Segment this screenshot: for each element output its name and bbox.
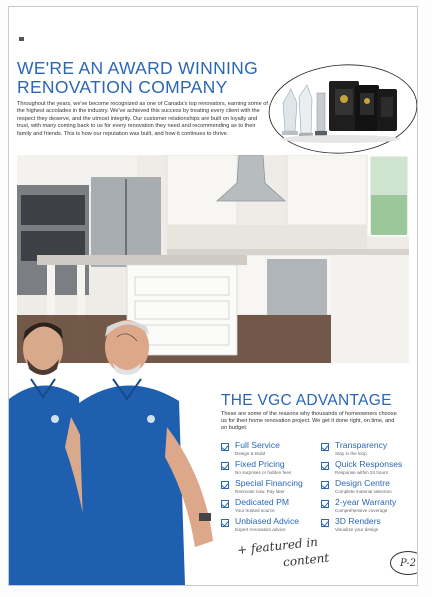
brochure-page — [8, 6, 418, 586]
feature-transparency — [321, 441, 417, 456]
feature-subtitle: Comprehensive coverage — [335, 507, 388, 513]
feature-title: 3D Renders — [335, 516, 381, 526]
handwritten-line-2: content — [282, 550, 330, 570]
checkbox-icon — [221, 443, 229, 451]
feature-title: Design Centre — [335, 478, 390, 488]
feature-title: Fixed Pricing — [235, 459, 285, 469]
checkbox-icon — [321, 519, 329, 527]
checkbox-icon — [321, 443, 329, 451]
team-photo — [9, 307, 225, 585]
feature-fixed-pricing — [221, 460, 317, 475]
feature-title: Transparency — [335, 440, 388, 450]
feature-subtitle: Design & Build — [235, 450, 266, 456]
checkbox-icon — [321, 500, 329, 508]
feature-unbiased-advice — [221, 517, 317, 532]
feature-title: Special Financing — [235, 478, 303, 488]
checkbox-icon — [221, 519, 229, 527]
feature-subtitle: Your trusted source — [235, 507, 275, 513]
advantage-title: THE VGC ADVANTAGE — [221, 392, 392, 409]
feature-subtitle: Complete material selection — [335, 488, 392, 494]
feature-warranty — [321, 498, 417, 513]
handwritten-note — [236, 534, 387, 579]
feature-full-service — [221, 441, 317, 456]
checkbox-icon — [221, 462, 229, 470]
checkbox-icon — [221, 500, 229, 508]
feature-title: Unbiased Advice — [235, 516, 300, 526]
feature-dedicated-pm — [221, 498, 317, 513]
handwritten-line-1: + featured in — [236, 534, 319, 558]
checkbox-icon — [321, 481, 329, 489]
feature-title: Dedicated PM — [235, 497, 289, 507]
feature-3d-renders — [321, 517, 417, 532]
feature-subtitle: Stay in the loop — [335, 450, 367, 456]
feature-subtitle: Response within 24 hours — [335, 469, 388, 475]
checkbox-icon — [321, 462, 329, 470]
scan-mark — [19, 37, 24, 41]
awards-image — [265, 63, 417, 155]
feature-title: Full Service — [235, 440, 280, 450]
page-marker: P-2 — [390, 551, 418, 575]
feature-special-financing — [221, 479, 317, 494]
feature-title: Quick Responses — [335, 459, 403, 469]
feature-subtitle: Renovate now. Pay later — [235, 488, 285, 494]
award-headline: WE'RE AN AWARD WINNING RENOVATION COMPANY — [17, 58, 259, 97]
feature-subtitle: No surprises or hidden fees — [235, 469, 292, 475]
advantage-features-grid — [221, 441, 417, 532]
feature-design-centre — [321, 479, 417, 494]
advantage-description: These are some of the reasons why thousands of homeowners choose us for their home renovation project. We get it done right, on time, and on budget. — [221, 411, 397, 432]
feature-quick-responses — [321, 460, 417, 475]
award-body-text: Throughout the years, we've become recognized as one of Canada's top renovators, earning some of the highest accolades in the industry. We've achieved this success by treating every client with the respect they deserve, and the utmost integrity. Our customer relationships are built on loyalty and trust, with many coming back to us for every renovation they need and recommending as to their family and friends. This is how our reputation was built, and how it continues to thrive. — [17, 101, 268, 137]
feature-subtitle: Visualize your design — [335, 526, 379, 532]
checkbox-icon — [221, 481, 229, 489]
feature-subtitle: Expert renovation advice — [235, 526, 286, 532]
feature-title: 2-year Warranty — [335, 497, 397, 507]
